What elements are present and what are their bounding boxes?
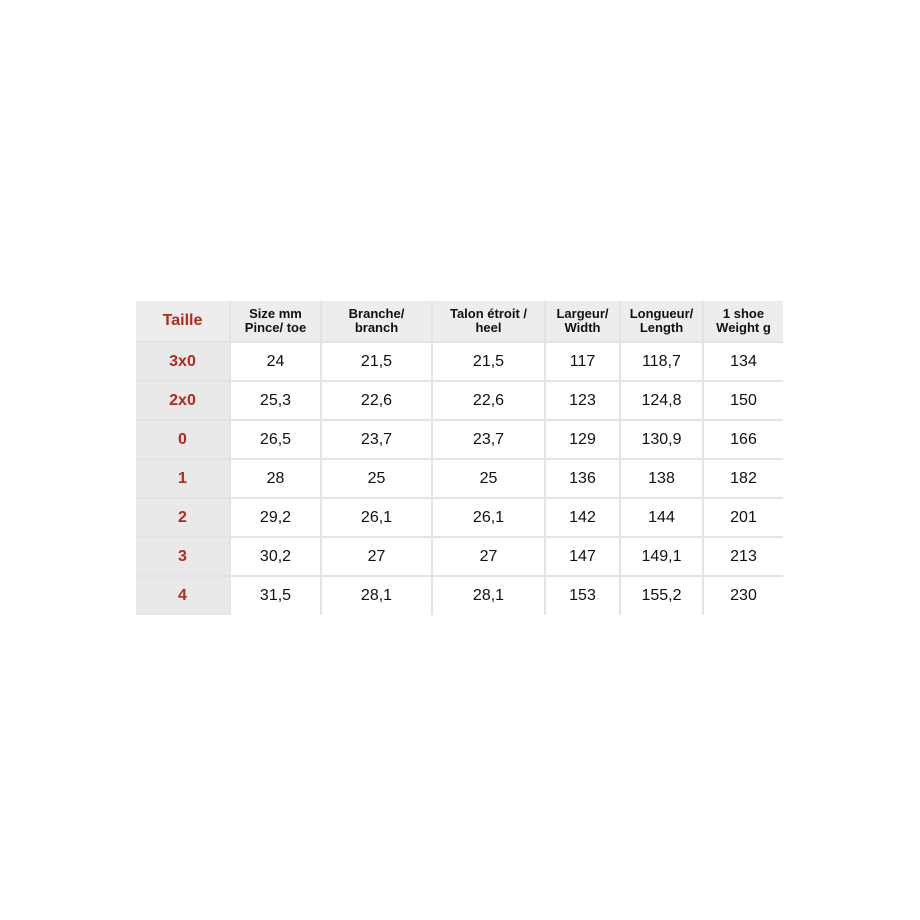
header-row (136, 301, 783, 342)
table-row (136, 576, 783, 615)
width-cell: 153 (545, 576, 620, 615)
header-width-line-2: Width (564, 320, 601, 335)
header-length-line-1: Longueur/ (629, 306, 694, 321)
table-row (136, 342, 783, 381)
heel-cell: 21,5 (432, 342, 545, 381)
header-toe-line-1: Size mm (249, 306, 302, 321)
header-heel (432, 301, 545, 342)
size-cell: 3x0 (136, 342, 230, 381)
branch-cell: 22,6 (321, 381, 432, 420)
header-weight (703, 301, 783, 342)
length-cell: 155,2 (620, 576, 703, 615)
size-cell: 2 (136, 498, 230, 537)
header-weight-line-2: Weight g (716, 320, 771, 335)
width-cell: 123 (545, 381, 620, 420)
heel-cell: 25 (432, 459, 545, 498)
branch-cell: 25 (321, 459, 432, 498)
header-branch (321, 301, 432, 342)
size-cell: 1 (136, 459, 230, 498)
heel-cell: 26,1 (432, 498, 545, 537)
header-length (620, 301, 703, 342)
length-cell: 138 (620, 459, 703, 498)
weight-cell: 166 (703, 420, 783, 459)
length-cell: 118,7 (620, 342, 703, 381)
header-weight-line-1: 1 shoe (722, 306, 765, 321)
toe-cell: 31,5 (230, 576, 321, 615)
size-cell: 3 (136, 537, 230, 576)
size-cell: 2x0 (136, 381, 230, 420)
width-cell: 147 (545, 537, 620, 576)
header-toe-line-2: Pince/ toe (244, 320, 307, 335)
size-cell: 4 (136, 576, 230, 615)
header-toe (230, 301, 321, 342)
heel-cell: 23,7 (432, 420, 545, 459)
table-row (136, 459, 783, 498)
header-length-line-2: Length (639, 320, 684, 335)
length-cell: 124,8 (620, 381, 703, 420)
header-branch-line-1: Branche/ (348, 306, 405, 321)
branch-cell: 21,5 (321, 342, 432, 381)
weight-cell: 201 (703, 498, 783, 537)
toe-cell: 26,5 (230, 420, 321, 459)
length-cell: 130,9 (620, 420, 703, 459)
weight-cell: 213 (703, 537, 783, 576)
weight-cell: 182 (703, 459, 783, 498)
header-width-line-1: Largeur/ (556, 306, 609, 321)
table-row (136, 498, 783, 537)
branch-cell: 26,1 (321, 498, 432, 537)
heel-cell: 27 (432, 537, 545, 576)
header-taille (136, 301, 230, 342)
width-cell: 117 (545, 342, 620, 381)
heel-cell: 28,1 (432, 576, 545, 615)
header-width (545, 301, 620, 342)
width-cell: 142 (545, 498, 620, 537)
toe-cell: 29,2 (230, 498, 321, 537)
size-cell: 0 (136, 420, 230, 459)
length-cell: 149,1 (620, 537, 703, 576)
header-heel-line-1: Talon étroit / (449, 306, 528, 321)
weight-cell: 230 (703, 576, 783, 615)
branch-cell: 23,7 (321, 420, 432, 459)
toe-cell: 25,3 (230, 381, 321, 420)
weight-cell: 150 (703, 381, 783, 420)
table-row (136, 537, 783, 576)
width-cell: 129 (545, 420, 620, 459)
heel-cell: 22,6 (432, 381, 545, 420)
table-row (136, 381, 783, 420)
length-cell: 144 (620, 498, 703, 537)
table-row (136, 420, 783, 459)
branch-cell: 28,1 (321, 576, 432, 615)
header-taille-line-1: Taille (162, 312, 203, 329)
header-heel-line-2: heel (475, 320, 502, 335)
header-branch-line-2: branch (354, 320, 399, 335)
branch-cell: 27 (321, 537, 432, 576)
weight-cell: 134 (703, 342, 783, 381)
width-cell: 136 (545, 459, 620, 498)
toe-cell: 30,2 (230, 537, 321, 576)
toe-cell: 28 (230, 459, 321, 498)
size-chart-table (136, 301, 783, 615)
toe-cell: 24 (230, 342, 321, 381)
